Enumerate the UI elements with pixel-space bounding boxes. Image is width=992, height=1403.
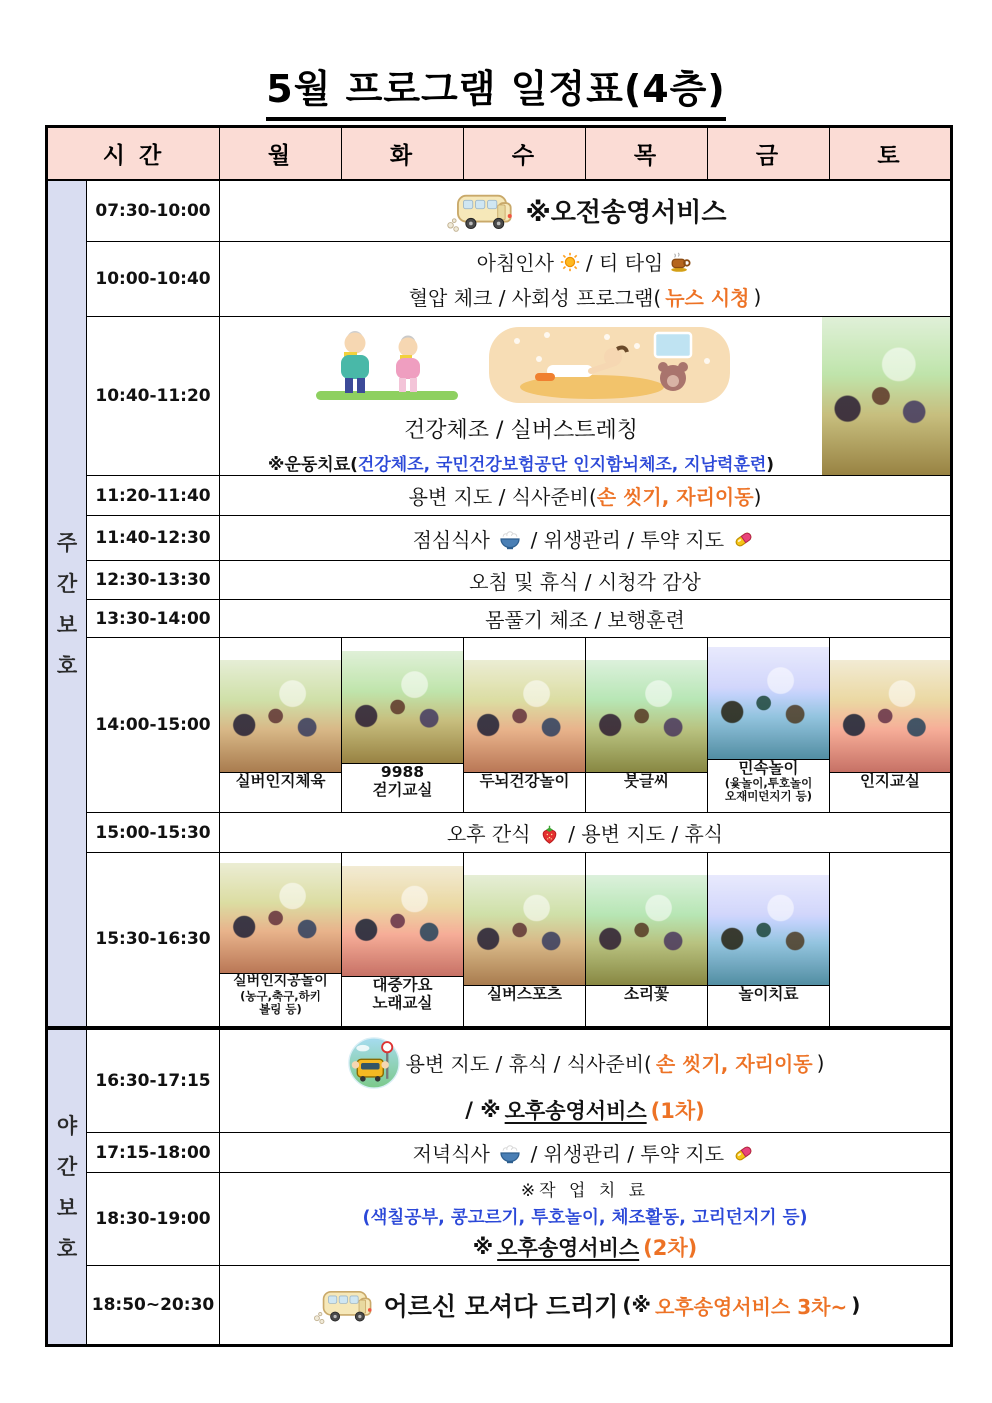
activity-sublabel: 볼링 등) xyxy=(259,1001,302,1016)
section-night-char: 야 xyxy=(56,1114,78,1139)
header-day-tue: 화 xyxy=(342,127,464,180)
program1-cell-tue xyxy=(342,638,464,813)
lunch-text: 점심식사 xyxy=(412,527,490,552)
activity-label: 실버스포츠 xyxy=(487,985,562,1004)
hygiene-medication-text: / 위생관리 / 투약 지도 xyxy=(530,527,725,552)
row-morning-bus xyxy=(47,180,952,242)
cell-evening-prep xyxy=(220,1028,952,1133)
program2-cell-thu xyxy=(586,853,708,1028)
cell-toilet xyxy=(220,476,952,516)
time-cell: 15:00-15:30 xyxy=(87,813,220,853)
school-bus-icon xyxy=(445,188,519,233)
paren-close: ) xyxy=(766,455,775,475)
cell-morning-bus xyxy=(220,180,952,242)
snack-rest-text: / 용변 지도 / 휴식 xyxy=(568,822,724,846)
program2-cell-sat-empty xyxy=(830,853,952,1028)
bus-stop-circle-icon xyxy=(348,1037,400,1089)
section-night-char: 간 xyxy=(56,1155,78,1180)
warmup-walking-text: 몸풀기 체조 / 보행훈련 xyxy=(485,608,685,632)
activity-photo xyxy=(220,660,341,772)
time-cell: 14:00-15:00 xyxy=(87,638,220,813)
time-cell: 11:40-12:30 xyxy=(87,516,220,561)
section-day-char: 간 xyxy=(56,571,78,596)
paren-open: (※ xyxy=(622,1293,651,1317)
shuttle-round2-badge: (2차) xyxy=(643,1236,698,1260)
activity-photo xyxy=(586,660,707,772)
activity-photo xyxy=(708,647,829,759)
page-title: 5월 프로그램 일정표(4층) xyxy=(266,58,725,121)
section-night-char: 보 xyxy=(56,1196,78,1221)
activity-photo xyxy=(464,875,585,985)
row-program1 xyxy=(47,638,952,813)
program2-cell-fri xyxy=(708,853,830,1028)
program2-cell-mon xyxy=(220,853,342,1028)
pill-icon xyxy=(732,1142,755,1165)
afternoon-shuttle-text: 오후송영서비스 xyxy=(504,1098,647,1123)
program1-cell-mon xyxy=(220,638,342,813)
paren-close: ) xyxy=(753,284,762,309)
cell-occupational xyxy=(220,1173,952,1266)
dinner-text: 저녁식사 xyxy=(412,1142,490,1166)
time-cell: 07:30-10:00 xyxy=(87,180,220,242)
activity-photo xyxy=(830,660,950,772)
occupational-therapy-title: ※작 업 치 료 xyxy=(520,1181,650,1201)
cell-nap xyxy=(220,561,952,600)
header-row xyxy=(47,127,952,180)
activity-label: 두뇌건강놀이 xyxy=(479,771,570,790)
sun-icon xyxy=(560,252,580,272)
row-warmup xyxy=(47,600,952,638)
occupational-therapy-detail: (색칠공부, 콩고르기, 투호놀이, 체조활동, 고리던지기 등) xyxy=(362,1208,808,1228)
hand-wash-text: 손 씻기, 자리이동 xyxy=(596,485,754,509)
row-toilet xyxy=(47,476,952,516)
activity-label: 소리꽃 xyxy=(624,985,669,1004)
row-nap xyxy=(47,561,952,600)
header-time: 시 간 xyxy=(47,127,220,180)
rice-bowl-icon xyxy=(498,527,522,551)
program2-cell-tue xyxy=(342,853,464,1028)
time-cell: 15:30-16:30 xyxy=(87,853,220,1028)
activity-photo xyxy=(586,875,707,985)
activity-label: 노래교실 xyxy=(372,993,433,1012)
row-snack xyxy=(47,813,952,853)
row-dinner xyxy=(47,1133,952,1173)
time-cell: 11:20-11:40 xyxy=(87,476,220,516)
program2-cell-wed xyxy=(464,853,586,1028)
header-day-sat: 토 xyxy=(830,127,952,180)
section-day-care xyxy=(47,180,87,1028)
cell-night-bus xyxy=(220,1266,952,1346)
activity-photo xyxy=(342,651,463,763)
activity-label: 걷기교실 xyxy=(372,780,433,799)
cell-greeting xyxy=(220,242,952,317)
exercise-therapy-prefix: ※운동치료( xyxy=(267,455,358,475)
time-cell: 10:40-11:20 xyxy=(87,317,220,476)
row-exercise xyxy=(47,317,952,476)
activity-photo xyxy=(220,863,341,973)
time-cell: 17:15-18:00 xyxy=(87,1133,220,1173)
stretching-girl-illustration xyxy=(487,321,732,407)
exercise-therapy-detail: 건강체조, 국민건강보험공단 인지함뇌체조, 지남력훈련 xyxy=(357,455,767,475)
shuttle-prefix: / ※ xyxy=(465,1097,501,1122)
activity-photo xyxy=(342,866,463,976)
walking-seniors-illustration xyxy=(310,321,465,407)
cell-dinner xyxy=(220,1133,952,1173)
activity-label: 실버인지체육 xyxy=(235,771,326,790)
row-night-bus xyxy=(47,1266,952,1346)
header-day-fri: 금 xyxy=(708,127,830,180)
snack-text: 오후 간식 xyxy=(446,822,531,846)
shuttle-round3-text: 오후송영서비스 3차~ xyxy=(655,1294,848,1319)
row-greeting xyxy=(47,242,952,317)
paren-close: ) xyxy=(851,1293,861,1317)
strawberry-icon xyxy=(539,824,560,845)
section-night-care xyxy=(47,1028,87,1346)
header-day-thu: 목 xyxy=(586,127,708,180)
activity-sublabel: 오재미던지기 등) xyxy=(724,789,813,804)
exercise-class-photo xyxy=(822,317,950,475)
cell-warmup xyxy=(220,600,952,638)
pill-icon xyxy=(732,528,755,551)
time-cell: 18:30-19:00 xyxy=(87,1173,220,1266)
nap-rest-text: 오침 및 휴식 / 시청각 감상 xyxy=(469,569,701,594)
activity-photo xyxy=(464,660,585,772)
activity-label: 인지교실 xyxy=(860,771,920,790)
cell-lunch xyxy=(220,516,952,561)
activity-sublabel: (윷놀이,투호놀이 xyxy=(724,776,813,791)
section-day-char: 호 xyxy=(56,653,78,678)
section-day-char: 보 xyxy=(56,612,78,637)
hygiene-medication-text: / 위생관리 / 투약 지도 xyxy=(530,1142,725,1166)
teacup-icon xyxy=(669,251,691,273)
program1-cell-fri xyxy=(708,638,830,813)
toilet-guide-text: 용변 지도 / 식사준비( xyxy=(408,485,597,509)
activity-label: 실버인지공놀이 xyxy=(233,973,328,990)
paren-close: ) xyxy=(753,485,762,509)
tea-time-text: / 티 타임 xyxy=(585,251,664,275)
time-cell: 13:30-14:00 xyxy=(87,600,220,638)
activity-sublabel: (농구,축구,하키 xyxy=(240,988,321,1003)
header-day-mon: 월 xyxy=(220,127,342,180)
exercise-title: 건강체조 / 실버스트레칭 xyxy=(404,418,638,443)
evening-prep-text: 용변 지도 / 휴식 / 식사준비( xyxy=(405,1052,652,1077)
activity-photo xyxy=(708,875,829,985)
time-cell: 16:30-17:15 xyxy=(87,1028,220,1133)
bp-check-text: 혈압 체크 / 사회성 프로그램( xyxy=(408,286,662,310)
news-watching-text: 뉴스 시청 xyxy=(665,286,750,310)
time-cell: 12:30-13:30 xyxy=(87,561,220,600)
time-cell: 18:50~20:30 xyxy=(87,1266,220,1346)
hand-wash-text: 손 씻기, 자리이동 xyxy=(655,1052,813,1077)
program1-cell-wed xyxy=(464,638,586,813)
shuttle-round1-badge: (1차) xyxy=(650,1098,705,1123)
activity-label: 민속놀이 xyxy=(738,758,799,777)
row-program2 xyxy=(47,853,952,1028)
escort-home-text: 어르신 모셔다 드리기 xyxy=(383,1292,619,1321)
time-cell: 10:00-10:40 xyxy=(87,242,220,317)
morning-shuttle-text: ※오전송영서비스 xyxy=(525,198,727,229)
program1-cell-thu xyxy=(586,638,708,813)
greeting-text: 아침인사 xyxy=(476,251,554,275)
activity-label: 9988 xyxy=(380,763,425,782)
paren-close: ) xyxy=(816,1050,825,1075)
activity-label: 놀이치료 xyxy=(738,985,799,1004)
activity-label: 붓글씨 xyxy=(624,771,669,790)
cell-snack xyxy=(220,813,952,853)
shuttle-prefix: ※ xyxy=(472,1235,494,1259)
section-night-char: 호 xyxy=(56,1237,78,1262)
program1-cell-sat xyxy=(830,638,952,813)
row-occupational xyxy=(47,1173,952,1266)
afternoon-shuttle-text: 오후송영서비스 xyxy=(497,1236,640,1260)
row-evening-prep xyxy=(47,1028,952,1133)
rice-bowl-icon xyxy=(498,1141,522,1165)
row-lunch xyxy=(47,516,952,561)
header-day-wed: 수 xyxy=(464,127,586,180)
section-day-char: 주 xyxy=(56,530,78,555)
school-bus-icon xyxy=(312,1285,378,1325)
cell-exercise xyxy=(220,317,952,476)
schedule-table xyxy=(45,125,953,1347)
activity-label: 대중가요 xyxy=(372,976,433,995)
